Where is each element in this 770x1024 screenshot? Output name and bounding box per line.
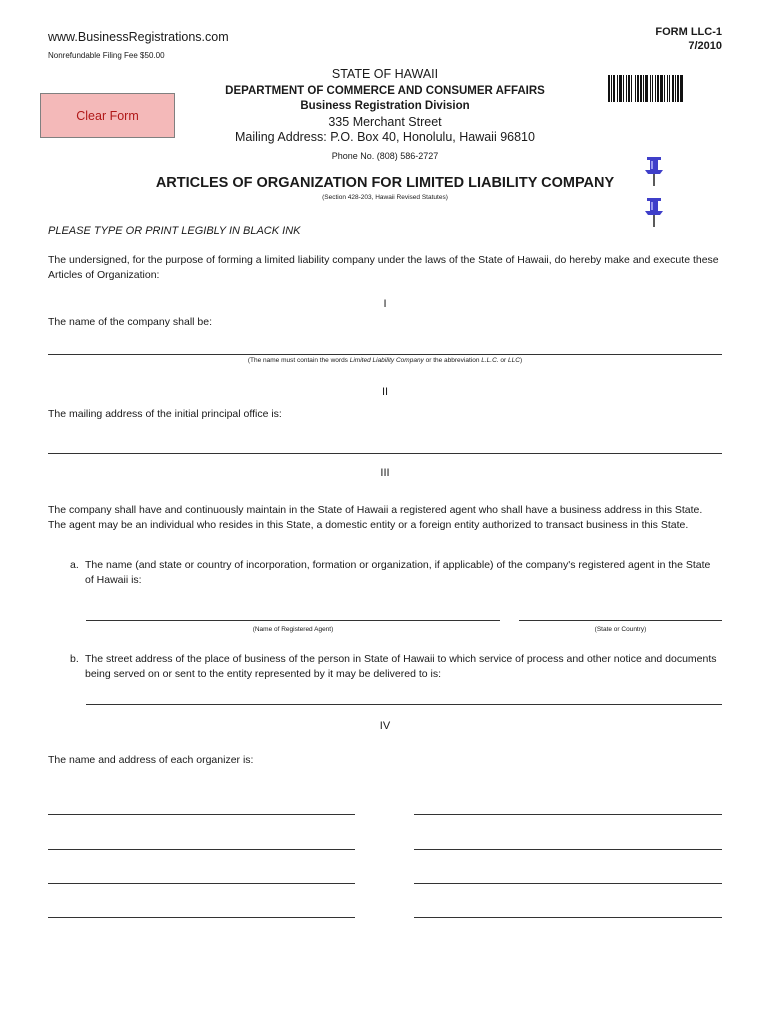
agency-state: STATE OF HAWAII: [331, 67, 439, 81]
note-text: or: [498, 357, 509, 364]
document-title: ARTICLES OF ORGANIZATION FOR LIMITED LIABILITY COMPANY: [155, 175, 615, 191]
organizer-name-line[interactable]: [48, 883, 355, 884]
agency-street: 335 Merchant Street: [328, 115, 442, 129]
organizer-name-line[interactable]: [48, 849, 355, 850]
form-number: FORM LLC-1: [655, 26, 722, 38]
section-2-text: The mailing address of the initial principal office is:: [48, 408, 282, 420]
company-name-note: [48, 357, 722, 364]
organizer-name-line[interactable]: [48, 814, 355, 815]
organizer-address-line[interactable]: [414, 849, 722, 850]
organizer-address-line[interactable]: [414, 883, 722, 884]
note-italic: L.L.C.: [481, 357, 499, 364]
note-text: ): [519, 357, 523, 364]
section-1-text: The name of the company shall be:: [48, 316, 213, 328]
agency-mailing-address: Mailing Address: P.O. Box 40, Honolulu, Hawaii 96810: [235, 130, 535, 144]
section-4-numeral: IV: [379, 720, 391, 732]
agency-division: Business Registration Division: [300, 100, 470, 112]
section-1-numeral: I: [383, 298, 387, 310]
section-3-numeral: III: [380, 467, 390, 479]
agency-phone: Phone No. (808) 586-2727: [331, 151, 439, 161]
item-b-label: b.: [70, 653, 79, 665]
section-3-text: The company shall have and continuously maintain in the State of Hawaii a registered agent who shall have a business address in this State. The agent may be an individual who resides in this State, a domestic entity or a foreign entity authorized to transact business in this State.: [48, 504, 703, 531]
organizer-address-line[interactable]: [414, 814, 722, 815]
clear-form-button[interactable]: Clear Form: [40, 93, 175, 138]
form-date: 7/2010: [688, 40, 722, 52]
company-name-line[interactable]: [48, 354, 722, 355]
note-text: (The name must contain the words: [247, 357, 350, 364]
agency-department: DEPARTMENT OF COMMERCE AND CONSUMER AFFAIRS: [225, 85, 545, 97]
agent-state-line[interactable]: [519, 620, 722, 621]
statute-reference: (Section 428-203, Hawaii Revised Statutes): [322, 194, 448, 201]
agent-name-caption: (Name of Registered Agent): [252, 626, 334, 633]
instruction: PLEASE TYPE OR PRINT LEGIBLY IN BLACK INK: [48, 225, 301, 237]
intro-paragraph: The undersigned, for the purpose of forming a limited liability company under the laws of the State of Hawaii, do hereby make and execute these Articles of Organization:: [48, 254, 719, 281]
note-text: or the abbreviation: [423, 357, 482, 364]
mailing-address-line[interactable]: [48, 453, 722, 454]
barcode-icon: [608, 75, 720, 102]
section-2-numeral: II: [381, 386, 389, 398]
section-4-text: The name and address of each organizer is:: [48, 754, 254, 766]
item-b-text: The street address of the place of business of the person in State of Hawaii to which service of process and other notice and documents being served on or sent to the entity represented by it may be delivered to is:: [85, 653, 717, 680]
organizer-name-line[interactable]: [48, 917, 355, 918]
pushpin-icon[interactable]: [642, 198, 666, 228]
agent-address-line[interactable]: [86, 704, 722, 705]
agent-name-line[interactable]: [86, 620, 500, 621]
organizer-address-line[interactable]: [414, 917, 722, 918]
note-italic: LLC: [508, 357, 520, 364]
website-url: www.BusinessRegistrations.com: [48, 30, 229, 44]
item-a-text: The name (and state or country of incorporation, formation or organization, if applicable) of the company's registered agent in the State of Hawaii is:: [85, 559, 711, 586]
agent-state-caption: (State or Country): [594, 626, 647, 633]
item-a-label: a.: [70, 559, 79, 571]
form-number-block: [655, 25, 722, 53]
filing-fee: Nonrefundable Filing Fee $50.00: [48, 51, 165, 60]
note-italic: Limited Liability Company: [349, 357, 424, 364]
